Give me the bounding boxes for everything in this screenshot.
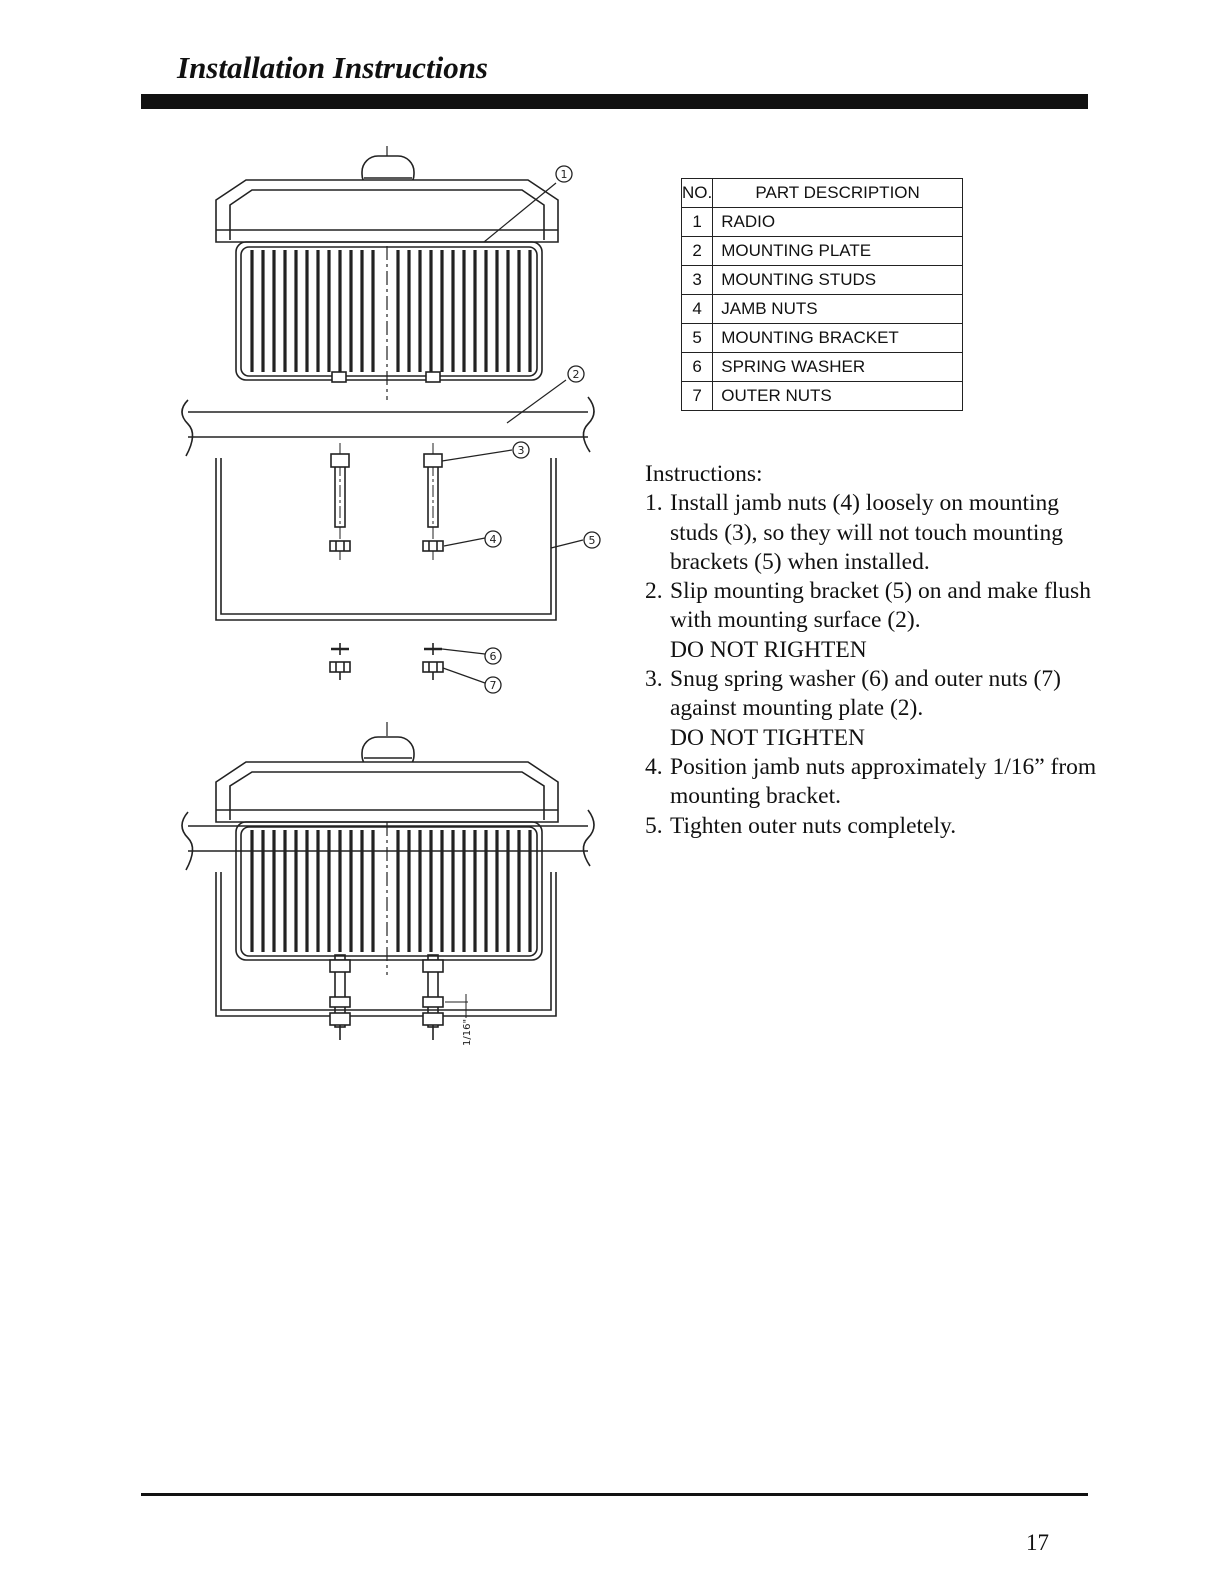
step-text: Snug spring washer (6) and outer nuts (7) against mounting plate (2). [670, 666, 1061, 722]
mounting-plate [182, 380, 594, 456]
outer-nuts [330, 662, 485, 683]
instructions-section [645, 460, 1105, 841]
instruction-step [645, 665, 1105, 753]
part-number: 1 [682, 208, 713, 237]
part-description: MOUNTING BRACKET [713, 324, 963, 353]
step-text: Slip mounting bracket (5) on and make flush with mounting surface (2). [670, 578, 1091, 634]
table-row [682, 382, 963, 411]
jamb-nuts [330, 538, 485, 551]
part-description: MOUNTING PLATE [713, 237, 963, 266]
step-text: Install jamb nuts (4) loosely on mounting studs (3), so they will not touch mounting brackets (5) when installed. [670, 490, 1063, 575]
parts-table [681, 178, 963, 411]
step-warning: DO NOT RIGHTEN [670, 636, 867, 663]
part-description: RADIO [713, 208, 963, 237]
callout-5: 5 [588, 534, 596, 547]
callout-7: 7 [489, 679, 497, 692]
page-title: Installation Instructions [177, 50, 488, 85]
radio-assembled-view [182, 722, 594, 1040]
instruction-step [645, 753, 1105, 812]
mounting-bracket [216, 458, 583, 620]
callout-1: 1 [560, 168, 568, 181]
step-number: 2. [645, 578, 663, 605]
part-description: OUTER NUTS [713, 382, 963, 411]
spring-washers [331, 643, 485, 655]
instruction-step [645, 812, 1105, 841]
table-row [682, 324, 963, 353]
table-row [682, 353, 963, 382]
part-number: 3 [682, 266, 713, 295]
step-number: 5. [645, 812, 663, 839]
header-no: NO. [682, 179, 713, 208]
part-number: 2 [682, 237, 713, 266]
gap-label: 1/16" [462, 1018, 473, 1046]
table-row [682, 208, 963, 237]
instructions-list [645, 489, 1105, 841]
footer-rule [141, 1493, 1088, 1496]
installation-diagram [170, 145, 620, 1050]
instructions-title: Instructions: [645, 461, 763, 487]
step-text: Tighten outer nuts completely. [670, 812, 957, 839]
mounting-studs [331, 443, 512, 563]
instruction-step [645, 577, 1105, 665]
part-description: MOUNTING STUDS [713, 266, 963, 295]
step-number: 4. [645, 753, 663, 780]
table-header-row [682, 179, 963, 208]
step-number: 1. [645, 490, 663, 517]
part-number: 7 [682, 382, 713, 411]
part-number: 5 [682, 324, 713, 353]
page-number: 17 [1026, 1530, 1049, 1555]
header-description: PART DESCRIPTION [713, 179, 963, 208]
table-row [682, 295, 963, 324]
step-warning: DO NOT TIGHTEN [670, 724, 865, 751]
part-description: SPRING WASHER [713, 353, 963, 382]
callout-2: 2 [572, 368, 580, 381]
instruction-step [645, 489, 1105, 577]
table-row [682, 266, 963, 295]
table-row [682, 237, 963, 266]
title-rule [141, 94, 1088, 109]
step-text: Position jamb nuts approximately 1/16” from mounting bracket. [670, 753, 1097, 810]
callout-3: 3 [517, 444, 525, 457]
part-number: 4 [682, 295, 713, 324]
callout-4: 4 [489, 533, 497, 546]
part-description: JAMB NUTS [713, 295, 963, 324]
part-number: 6 [682, 353, 713, 382]
radio-top-view [216, 146, 558, 400]
step-number: 3. [645, 666, 663, 693]
callout-6: 6 [489, 650, 497, 663]
